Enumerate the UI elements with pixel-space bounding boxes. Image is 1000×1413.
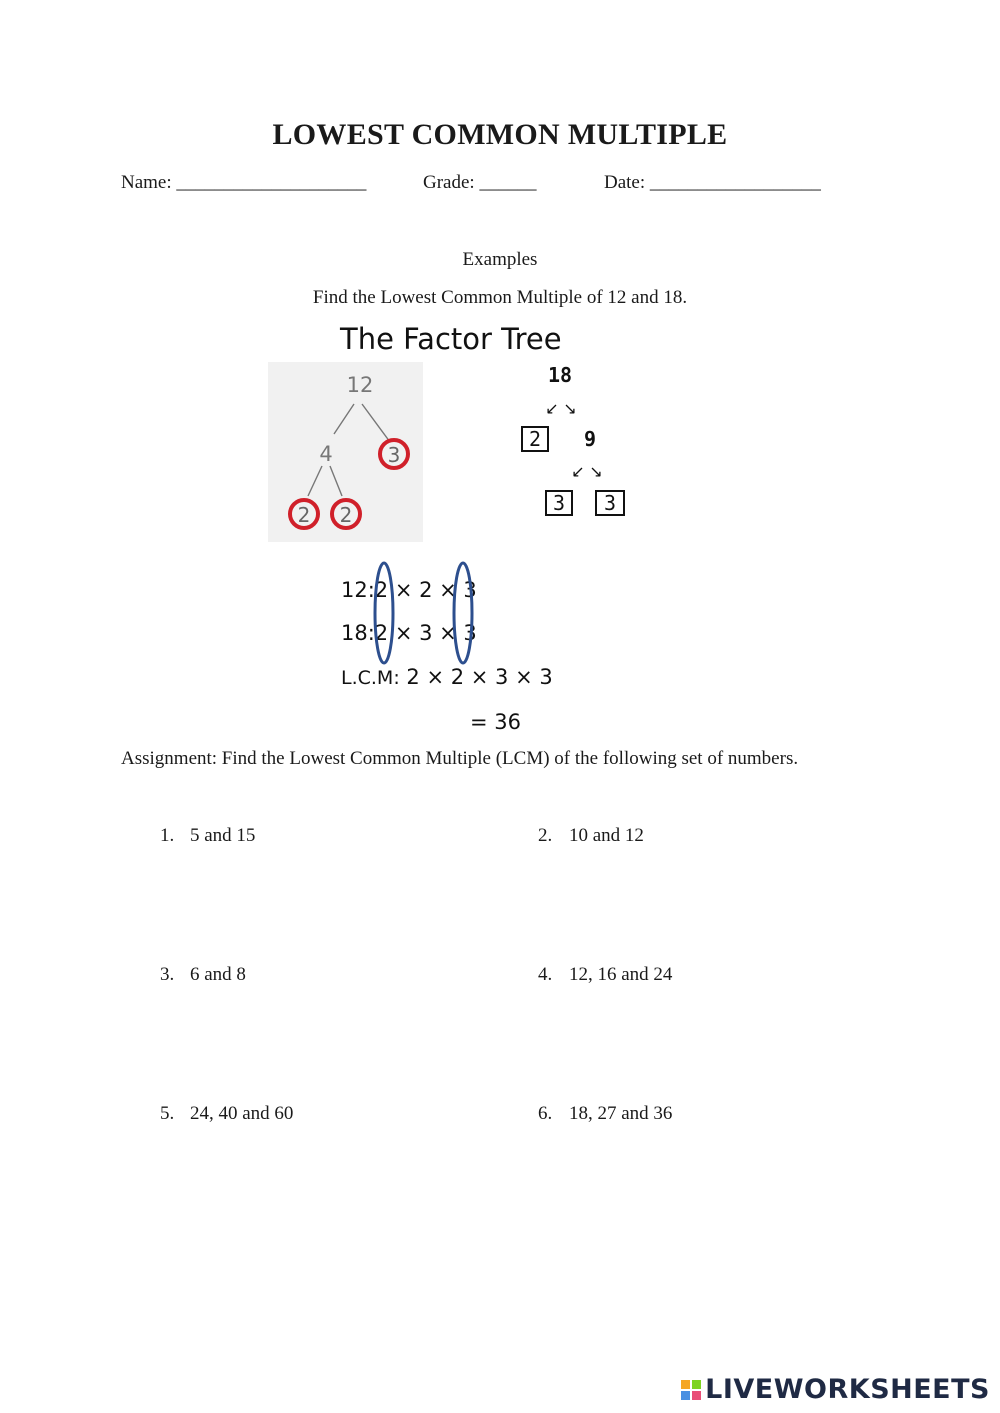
factor-tree-18 — [510, 362, 650, 522]
working-12-expr: 2 × 2 × 3 — [374, 578, 477, 602]
tree18-arrow-left-2: ↙ — [571, 462, 585, 481]
question-5-text: 24, 40 and 60 — [190, 1103, 294, 1124]
oval-common-2 — [375, 563, 393, 663]
tree12-branch-line-left — [334, 404, 354, 434]
common-factor-ovals — [365, 558, 485, 670]
factor-tree-title: The Factor Tree — [340, 322, 562, 356]
factor-tree-12 — [268, 362, 428, 544]
date-blank: __________________ — [649, 172, 821, 193]
name-blank: ____________________ — [176, 172, 367, 193]
oval-common-3 — [454, 563, 472, 663]
tree12-leaf-b: 2 — [339, 503, 353, 527]
question-3-num: 3. — [160, 964, 175, 985]
question-2 — [538, 825, 644, 847]
question-1-text: 5 and 15 — [190, 825, 256, 846]
grade-label: Grade: — [423, 172, 475, 193]
examples-prompt: Find the Lowest Common Multiple of 12 and 18. — [312, 287, 688, 308]
liveworksheets-logo-icon — [681, 1380, 701, 1400]
question-1 — [160, 825, 255, 847]
grade-blank: ______ — [479, 172, 537, 193]
question-1-num: 1. — [160, 825, 175, 846]
tree18-leaf-a: 3 — [552, 491, 566, 515]
question-5-num: 5. — [160, 1103, 175, 1124]
working-18-expr: 2 × 3 × 3 — [374, 621, 477, 645]
page-title: LOWEST COMMON MULTIPLE — [272, 118, 728, 151]
tree18-arrow-left: ↙ — [545, 399, 559, 418]
working-12-label: 12: — [341, 578, 375, 602]
question-4-num: 4. — [538, 964, 553, 985]
question-4-text: 12, 16 and 24 — [569, 964, 673, 985]
liveworksheets-brand[interactable] — [681, 1374, 990, 1405]
tree12-branch-line-right — [362, 404, 390, 442]
working-lcm-expr: 2 × 2 × 3 × 3 — [406, 665, 553, 689]
working-result: = 36 — [470, 710, 521, 734]
question-3-text: 6 and 8 — [190, 964, 246, 985]
question-4 — [538, 964, 672, 986]
question-6-num: 6. — [538, 1103, 553, 1124]
working-18-label: 18: — [341, 621, 375, 645]
date-label: Date: — [604, 172, 646, 193]
working-lcm-label: L.C.M: — [341, 667, 400, 689]
question-3 — [160, 964, 246, 986]
tree12-leaf-line-right — [330, 466, 342, 496]
assignment-instruction: Assignment: Find the Lowest Common Multiple (LCM) of the following set of numbers. — [121, 748, 799, 769]
tree12-leaf-line-left — [308, 466, 322, 496]
tree12-leaf-a: 2 — [297, 503, 311, 527]
brand-text: LIVEWORKSHEETS — [705, 1374, 990, 1405]
grade-field[interactable] — [423, 172, 536, 194]
tree18-arrow-right: ↘ — [563, 399, 577, 418]
tree18-root: 18 — [547, 363, 573, 387]
tree18-arrow-right-2: ↘ — [589, 462, 603, 481]
question-6-text: 18, 27 and 36 — [569, 1103, 673, 1124]
name-field[interactable] — [121, 172, 366, 194]
tree12-branch: 4 — [319, 442, 333, 466]
tree18-branch: 9 — [583, 427, 597, 451]
tree18-prime: 2 — [528, 427, 542, 451]
question-2-num: 2. — [538, 825, 553, 846]
date-field[interactable] — [604, 172, 821, 194]
name-label: Name: — [121, 172, 172, 193]
examples-heading: Examples — [462, 249, 538, 270]
question-5 — [160, 1103, 293, 1125]
tree18-leaf-b: 3 — [603, 491, 617, 515]
question-2-text: 10 and 12 — [569, 825, 644, 846]
tree12-root: 12 — [346, 373, 374, 397]
question-6 — [538, 1103, 672, 1125]
tree12-prime: 3 — [387, 443, 401, 467]
